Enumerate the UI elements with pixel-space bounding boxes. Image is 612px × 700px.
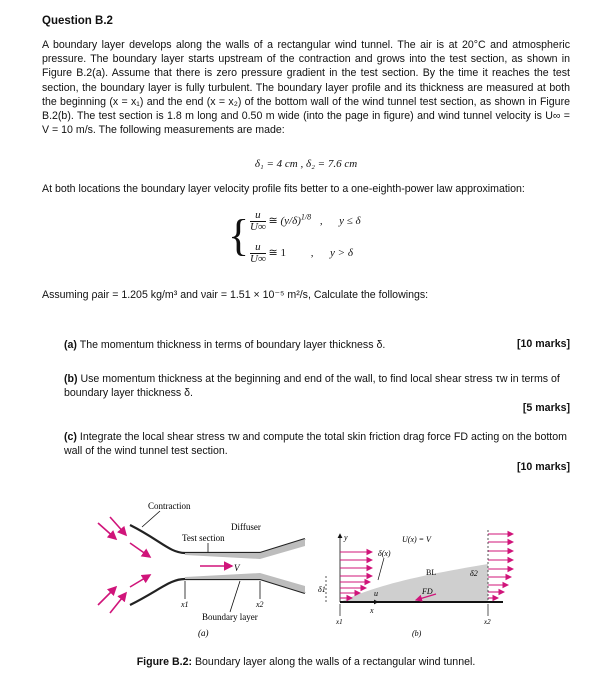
- delta1-label: δ1: [318, 585, 326, 594]
- x-label: x: [370, 606, 374, 615]
- v-label: V: [234, 563, 240, 573]
- diffuser-label: Diffuser: [231, 522, 261, 532]
- flow-arrow: [110, 517, 126, 535]
- x1-label: x1: [336, 618, 343, 626]
- lower-boundary-layer: [185, 573, 305, 593]
- deltax-leader: [378, 558, 384, 580]
- x1-label: x1: [181, 600, 189, 609]
- fd-label: FD: [422, 587, 433, 596]
- bl-label: BL: [426, 568, 437, 577]
- flow-arrow: [130, 543, 150, 557]
- contraction-label: Contraction: [148, 501, 191, 511]
- delta2-label: δ2: [470, 569, 478, 578]
- y-label: y: [344, 533, 348, 542]
- outlet-velocity-profile: [488, 534, 513, 598]
- flow-arrow: [98, 587, 116, 605]
- equation-row-2: $\frac{u}{U\infty}$ ≅ 1 , y > δ: [250, 241, 353, 265]
- u-label: u: [374, 589, 378, 598]
- question-c: (c) Integrate the local shear stress τw and compute the total skin friction drag force FD acting on the bottom wall of the wind tunnel test section.: [64, 431, 567, 458]
- intro-paragraph: A boundary layer develops along the walls of a rectangular wind tunnel. The air is at 20°C and atmospheric pressure. The boundary layer starts upstream of the contraction and grows into the test section, as shown in Figure B.2(a). Assume that there is zero pressure gradient in the test section. By the time it reaches the test section, the boundary layer is fully turbulent. The boundary layer profile and its thickness are measured at both the beginning (x = x₁) and the end (x = x₂) of the bottom wall of the wind tunnel test section, as shown in Figure B.2(b). The test section is 1.8 m long and 0.50 m wide (into the page in figure) and wind tunnel velocity is U∞ = V = 10 m/s. The following measurements are made:: [42, 39, 570, 137]
- marks-c: [10 marks]: [517, 461, 570, 473]
- contraction-leader: [142, 511, 160, 527]
- question-b: (b) Use momentum thickness at the beginning and end of the wall, to find local shear stress τw in terms of boundary layer thickness δ.: [64, 373, 560, 400]
- figure-a-diagram: [90, 495, 310, 645]
- flow-arrow: [98, 523, 116, 539]
- profile-text: At both locations the boundary layer velocity profile fits better to a one-eighth-power law approximation:: [42, 183, 525, 195]
- flow-arrow: [110, 593, 126, 613]
- question-a: (a) The momentum thickness in terms of boundary layer thickness δ.: [64, 339, 386, 351]
- boundary-layer-label: Boundary layer: [202, 612, 258, 622]
- flow-arrow: [130, 575, 150, 587]
- marks-b: [5 marks]: [522, 402, 570, 414]
- left-brace: {: [228, 211, 250, 260]
- boundary-layer-leader: [230, 581, 240, 612]
- figure-b-diagram: [318, 520, 518, 645]
- velocity-profile-equation: [228, 204, 428, 274]
- marks-a: [10 marks]: [517, 338, 570, 350]
- figure-caption: Figure B.2: Boundary layer along the walls of a rectangular wind tunnel.: [136, 656, 476, 668]
- question-title: Question B.2: [42, 15, 113, 27]
- measurements: δ₁ = 4 cm , δ₂ = 7.6 cm: [254, 158, 358, 170]
- assuming-text: Assuming ρair = 1.205 kg/m³ and νair = 1.51 × 10⁻⁵ m²/s, Calculate the followings:: [42, 289, 429, 301]
- x2-label: x2: [256, 600, 264, 609]
- x2-label: x2: [484, 618, 491, 626]
- ux-label: U(x) = V: [402, 535, 431, 544]
- equation-row-1: $\frac{u}{U\infty}$ ≅ $(y/\delta)^{1/8}$ , y ≤ δ: [250, 209, 361, 233]
- test-section-label: Test section: [182, 533, 225, 543]
- figure-a-label: (a): [198, 628, 209, 638]
- figure-b-label: (b): [412, 629, 422, 638]
- boundary-layer-region: [340, 564, 488, 602]
- deltax-label: δ(x): [378, 549, 391, 558]
